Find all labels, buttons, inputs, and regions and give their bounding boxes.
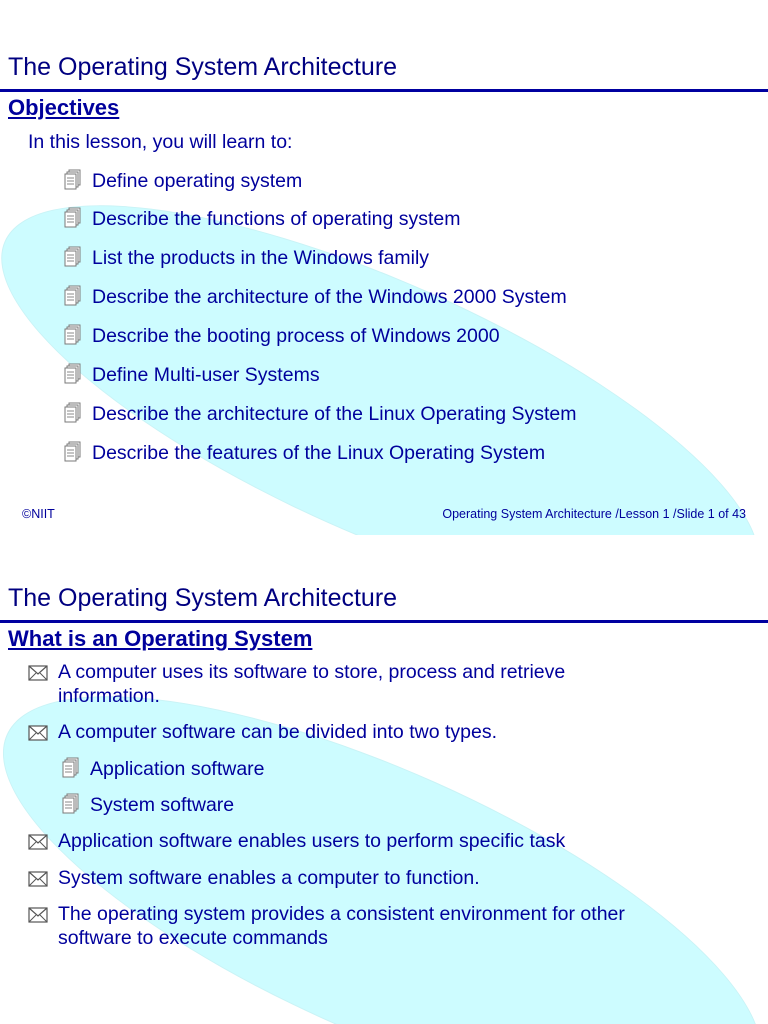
envelope-icon xyxy=(28,725,48,741)
title-rule xyxy=(0,89,768,92)
point-item xyxy=(28,720,658,744)
point-item xyxy=(28,902,658,950)
objective-label: Describe the architecture of the Windows 2000 System xyxy=(92,286,567,308)
document-stack-icon xyxy=(62,285,84,307)
slide-2 xyxy=(0,535,768,1024)
point-label: A computer software can be divided into two types. xyxy=(58,721,497,743)
slide-title: The Operating System Architecture xyxy=(8,53,398,81)
point-item xyxy=(28,660,658,708)
objective-item xyxy=(62,402,577,426)
objective-item xyxy=(62,363,320,387)
envelope-icon xyxy=(28,907,48,923)
point-label: The operating system provides a consistent environment for other software to execute commands xyxy=(58,903,625,949)
point-item xyxy=(28,829,658,853)
document-stack-icon xyxy=(62,246,84,268)
objective-label: List the products in the Windows family xyxy=(92,247,430,269)
slide-title: The Operating System Architecture xyxy=(8,584,398,612)
objective-item xyxy=(62,324,500,348)
document-stack-icon xyxy=(62,169,84,191)
point-label: Application software enables users to perform specific task xyxy=(58,830,566,852)
objective-label: Describe the functions of operating system xyxy=(92,208,461,230)
point-item xyxy=(28,866,658,890)
objective-label: Describe the features of the Linux Operating System xyxy=(92,442,546,464)
objective-label: Describe the architecture of the Linux Operating System xyxy=(92,403,577,425)
subpoint-label: System software xyxy=(90,794,235,816)
footer-slide-info: Operating System Architecture /Lesson 1 /Slide 1 of 43 xyxy=(442,507,746,521)
objective-label: Define Multi-user Systems xyxy=(92,364,320,386)
envelope-icon xyxy=(28,871,48,887)
subpoint-item xyxy=(60,757,265,781)
title-rule xyxy=(0,620,768,623)
intro-text: In this lesson, you will learn to: xyxy=(28,131,293,153)
section-heading: What is an Operating System xyxy=(8,626,313,651)
point-label: System software enables a computer to function. xyxy=(58,867,480,889)
document-stack-icon xyxy=(62,324,84,346)
document-stack-icon xyxy=(60,757,82,779)
document-stack-icon xyxy=(62,363,84,385)
objective-label: Describe the booting process of Windows 2000 xyxy=(92,325,500,347)
subpoint-label: Application software xyxy=(90,758,265,780)
objective-item xyxy=(62,441,545,465)
envelope-icon xyxy=(28,665,48,681)
objective-item xyxy=(62,285,567,309)
objective-item xyxy=(62,169,302,193)
point-label: A computer uses its software to store, process and retrieve information. xyxy=(58,661,566,707)
envelope-icon xyxy=(28,834,48,850)
objective-item xyxy=(62,207,461,231)
section-heading: Objectives xyxy=(8,95,120,120)
subpoint-item xyxy=(60,793,234,817)
document-stack-icon xyxy=(62,441,84,463)
document-stack-icon xyxy=(60,793,82,815)
document-stack-icon xyxy=(62,402,84,424)
document-stack-icon xyxy=(62,207,84,229)
objective-item xyxy=(62,246,429,270)
objective-label: Define operating system xyxy=(92,170,303,192)
footer-copyright: ©NIIT xyxy=(22,507,55,521)
